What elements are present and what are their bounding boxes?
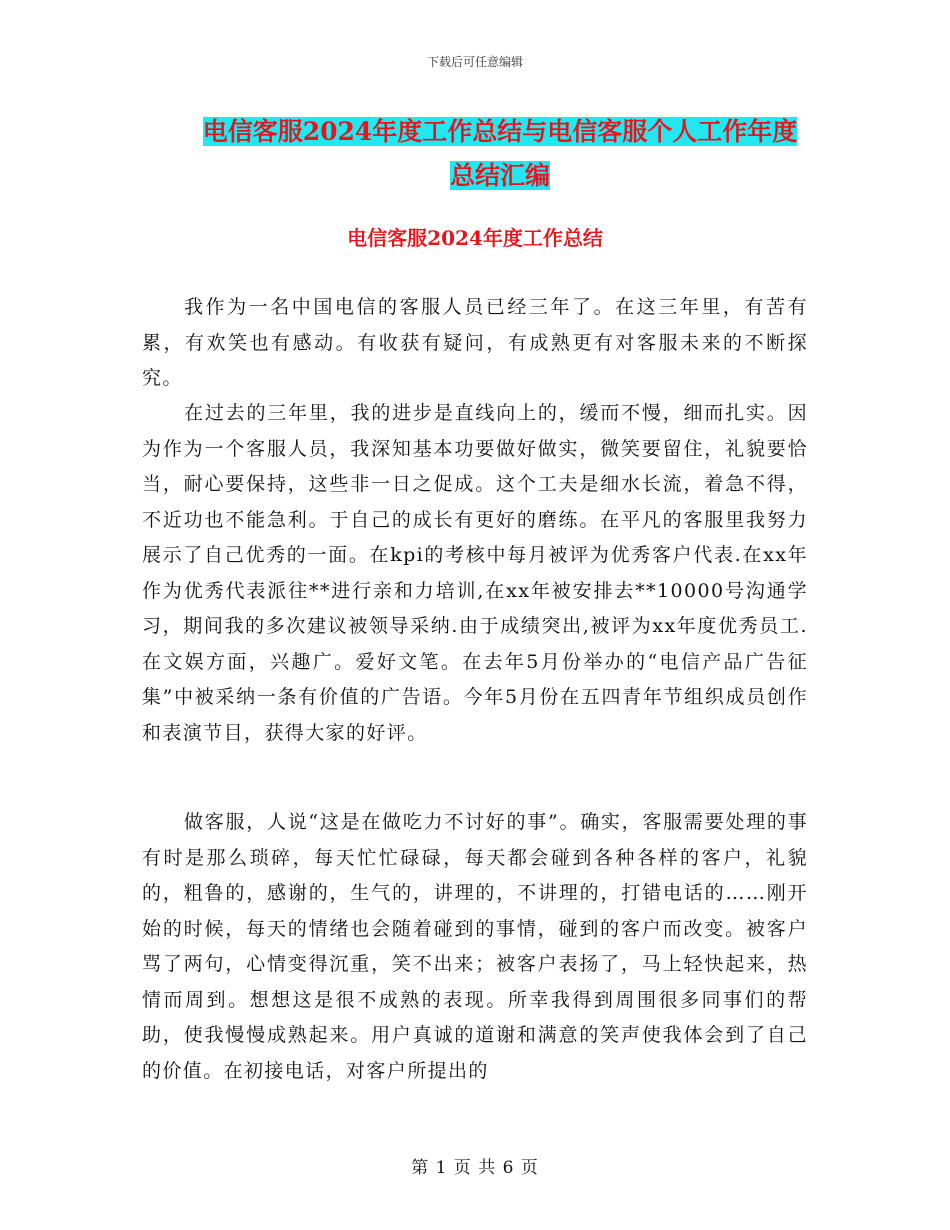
- main-title-line1: 电信客服2024年度工作总结与电信客服个人工作年度: [202, 117, 798, 146]
- main-title-line2: 总结汇编: [449, 161, 550, 190]
- header-note: 下载后可任意编辑: [426, 55, 523, 69]
- main-title: [140, 110, 860, 198]
- paragraph-1: 我作为一名中国电信的客服人员已经三年了。在这三年里，有苦有累，有欢笑也有感动。有收获有疑问，有成熟更有对客服未来的不断探究。: [142, 296, 808, 389]
- paragraph-2: 在过去的三年里，我的进步是直线向上的，缓而不慢，细而扎实。因为作为一个客服人员，我深知基本功要做好做实，微笑要留住，礼貌要恰当，耐心要保持，这些非一日之促成。这个工夫是细水长流，着急不得，不近功也不能急利。于自己的成长有更好的磨练。在平凡的客服里我努力展示了自己优秀的一面。在kpi的考核中每月被评为优秀客户代表.在xx年作为优秀代表派往**进行亲和力培训,在xx年被安排去**10000号沟通学习，期间我的多次建议被领导采纳.由于成绩突出,被评为xx年度优秀员工.在文娱方面，兴趣广。爱好文笔。在去年5月份举办的“电信产品广告征集”中被采纳一条有价值的广告语。今年5月份在五四青年节组织成员创作和表演节目，获得大家的好评。: [142, 402, 808, 744]
- page-footer: 第 1 页 共 6 页: [411, 1158, 539, 1178]
- paragraph-3: 做客服，人说“这是在做吃力不讨好的事”。确实，客服需要处理的事有时是那么琐碎，每天忙忙碌碌，每天都会碰到各种各样的客户，礼貌的，粗鲁的，感谢的，生气的，讲理的，不讲理的，打错电话的……刚开始的时候，每天的情绪也会随着碰到的事情，碰到的客户而改变。被客户骂了两句，心情变得沉重，笑不出来；被客户表扬了，马上轻快起来，热情而周到。想想这是很不成熟的表现。所幸我得到周围很多同事们的帮助，使我慢慢成熟起来。用户真诚的道谢和满意的笑声使我体会到了自己的价值。在初接电话，对客户所提出的: [142, 811, 808, 1082]
- section-title: 电信客服2024年度工作总结: [347, 226, 603, 250]
